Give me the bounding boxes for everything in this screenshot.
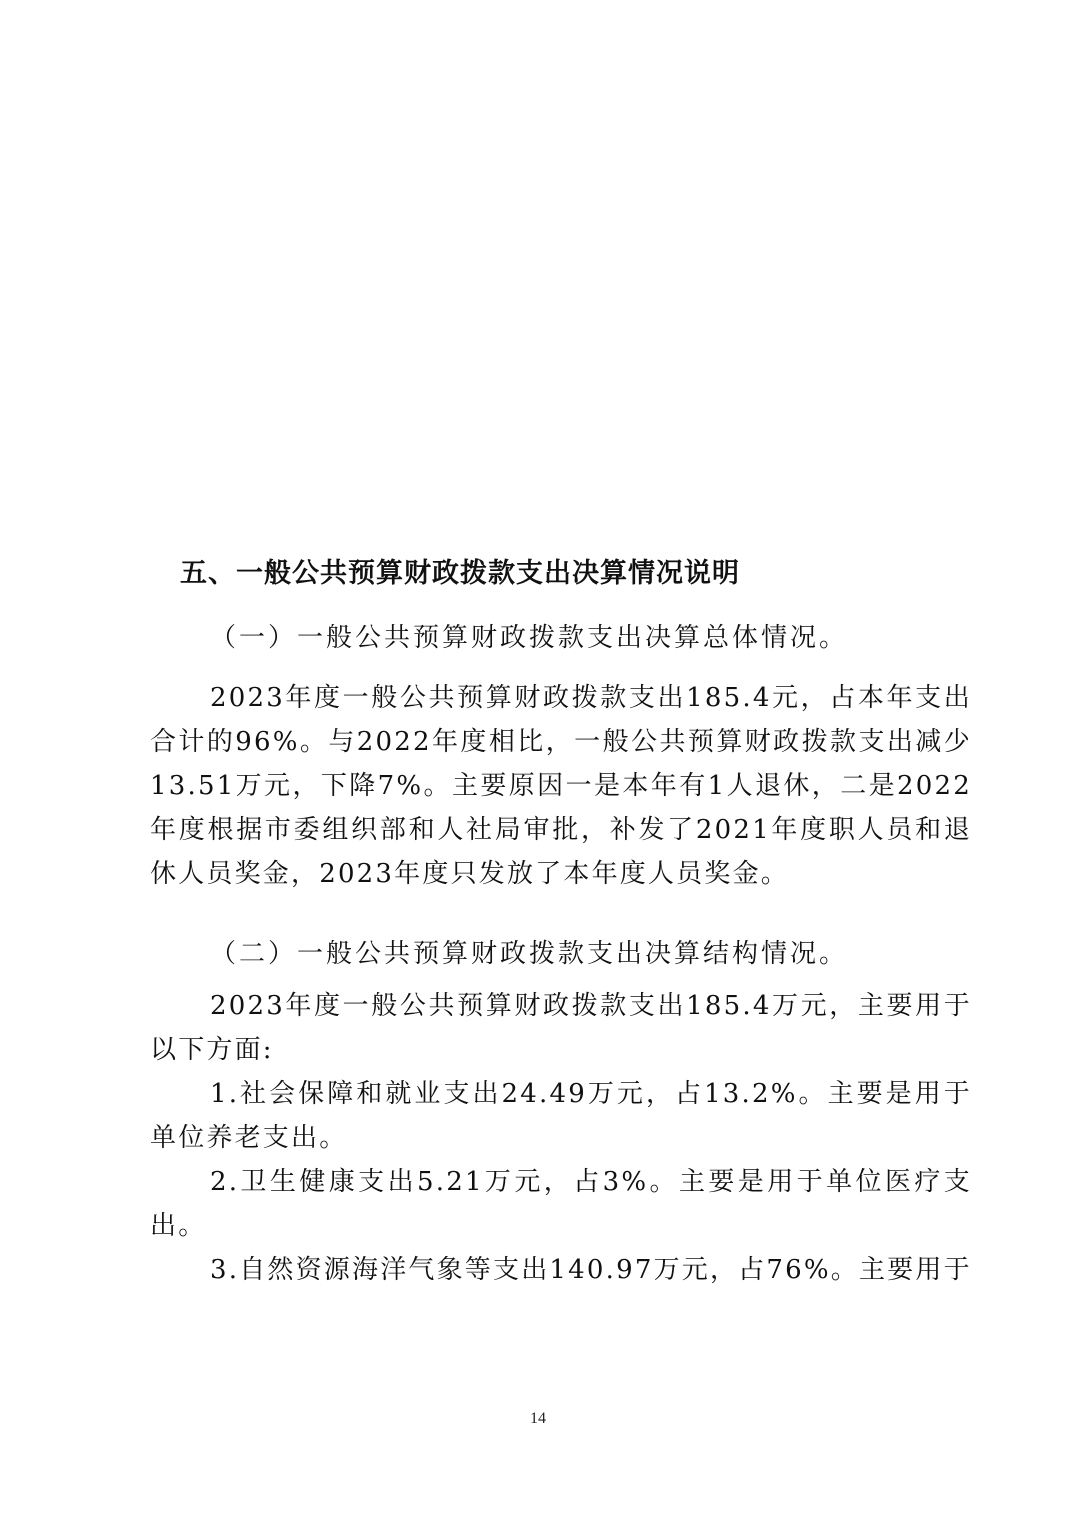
subsection-1-paragraph: 2023年度一般公共预算财政拨款支出185.4元，占本年支出合计的96%。与2022年度相比，一般公共预算财政拨款支出减少13.51万元，下降7%。主要原因一是本年有1人退休，二是2022年度根据市委组织部和人社局审批，补发了2021年度职人员和退休人员奖金，2023年度只发放了本年度人员奖金。 xyxy=(150,683,972,889)
page-number: 14 xyxy=(530,1410,546,1427)
subsection-2-heading: （二）一般公共预算财政拨款支出决算结构情况。 xyxy=(210,939,849,969)
subsection-2-intro: 2023年度一般公共预算财政拨款支出185.4万元，主要用于以下方面: xyxy=(150,991,972,1065)
subsection-1-heading: （一）一般公共预算财政拨款支出决算总体情况。 xyxy=(210,623,849,653)
page-content xyxy=(150,552,972,1292)
list-item-health: 2.卫生健康支出5.21万元，占3%。主要是用于单位医疗支出。 xyxy=(150,1167,972,1241)
list-item-natural-resources: 3.自然资源海洋气象等支出140.97万元，占76%。主要用于 xyxy=(210,1255,972,1285)
list-item-social-security: 1.社会保障和就业支出24.49万元，占13.2%。主要是用于单位养老支出。 xyxy=(150,1079,972,1153)
section-heading: 五、一般公共预算财政拨款支出决算情况说明 xyxy=(180,558,740,589)
